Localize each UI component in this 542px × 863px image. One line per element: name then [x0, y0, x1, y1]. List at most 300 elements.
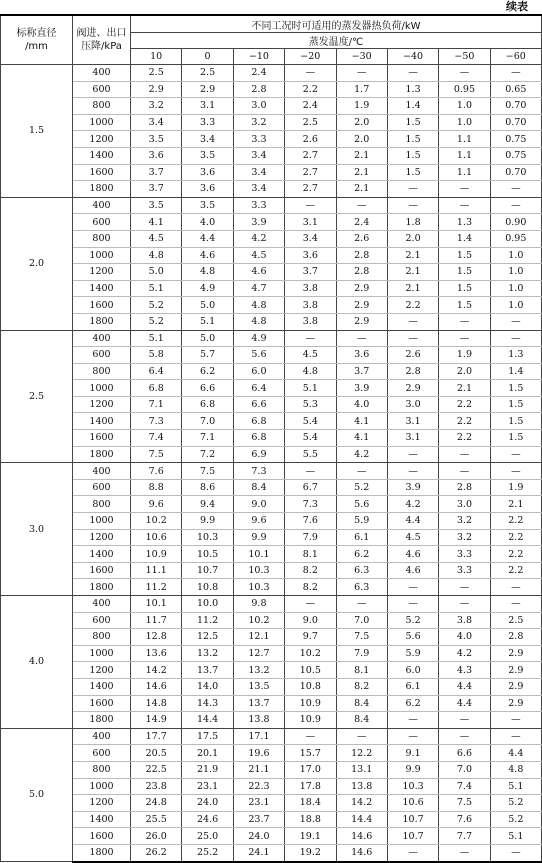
- heat-load-cell: 6.3: [336, 562, 387, 579]
- heat-load-cell: 2.1: [439, 380, 490, 397]
- heat-load-cell: 6.8: [233, 413, 284, 430]
- heat-load-cell: 18.8: [285, 811, 336, 828]
- heat-load-cell: 4.6: [233, 264, 284, 281]
- pressure-cell: 600: [73, 479, 131, 496]
- heat-load-cell: 1.0: [490, 297, 541, 314]
- heat-load-cell: 3.2: [131, 98, 182, 115]
- heat-load-cell: 6.6: [439, 745, 490, 762]
- heat-load-cell: 3.7: [131, 164, 182, 181]
- heat-load-cell: —: [490, 463, 541, 480]
- table-row: [1, 313, 542, 330]
- heat-load-cell: 6.1: [387, 678, 438, 695]
- heat-load-cell: 3.1: [387, 430, 438, 447]
- group-title: 不同工况时可适用的蒸发器热负荷/kW: [131, 15, 542, 33]
- heat-load-cell: 1.1: [439, 131, 490, 148]
- pressure-cell: 1000: [73, 645, 131, 662]
- heat-load-cell: 0.75: [490, 147, 541, 164]
- heat-load-cell: —: [285, 463, 336, 480]
- heat-load-cell: —: [490, 313, 541, 330]
- heat-load-cell: 4.6: [387, 546, 438, 563]
- pressure-cell: 1600: [73, 430, 131, 447]
- heat-load-cell: 10.9: [285, 712, 336, 729]
- heat-load-cell: 3.6: [285, 247, 336, 264]
- heat-load-cell: 2.1: [387, 247, 438, 264]
- heat-load-cell: 2.8: [387, 363, 438, 380]
- table-row: [1, 828, 542, 845]
- heat-load-cell: —: [387, 65, 438, 82]
- heat-load-cell: 4.1: [336, 413, 387, 430]
- heat-load-cell: 5.4: [285, 430, 336, 447]
- heat-load-cell: 2.9: [490, 695, 541, 712]
- heat-load-cell: 22.5: [131, 761, 182, 778]
- heat-load-cell: 3.8: [285, 313, 336, 330]
- pressure-header-text: 阀进、出口 压降/kPa: [76, 28, 127, 52]
- heat-load-cell: 1.3: [387, 81, 438, 98]
- heat-load-cell: 7.6: [131, 463, 182, 480]
- table-row: [1, 645, 542, 662]
- heat-load-cell: 3.5: [182, 147, 233, 164]
- heat-load-cell: 19.2: [285, 844, 336, 861]
- heat-load-cell: 0.70: [490, 164, 541, 181]
- heat-load-cell: 13.6: [131, 645, 182, 662]
- heat-load-cell: 5.1: [285, 380, 336, 397]
- heat-load-cell: 1.4: [387, 98, 438, 115]
- heat-load-cell: 6.6: [182, 380, 233, 397]
- heat-load-cell: 7.4: [131, 430, 182, 447]
- heat-load-cell: 4.5: [233, 247, 284, 264]
- heat-load-cell: 8.2: [336, 678, 387, 695]
- heat-load-cell: —: [439, 65, 490, 82]
- heat-load-cell: 17.5: [182, 728, 233, 745]
- pressure-cell: 1800: [73, 313, 131, 330]
- heat-load-cell: 13.5: [233, 678, 284, 695]
- heat-load-cell: 2.9: [490, 678, 541, 695]
- heat-load-cell: 1.0: [490, 280, 541, 297]
- pressure-cell: 400: [73, 197, 131, 214]
- heat-load-cell: 1.5: [387, 114, 438, 131]
- heat-load-cell: 4.0: [336, 396, 387, 413]
- heat-load-cell: 2.5: [490, 612, 541, 629]
- heat-load-cell: 1.4: [439, 230, 490, 247]
- heat-load-cell: 6.9: [233, 446, 284, 463]
- heat-load-cell: 2.5: [285, 114, 336, 131]
- heat-load-cell: 4.7: [233, 280, 284, 297]
- heat-load-cell: 3.3: [182, 114, 233, 131]
- heat-load-cell: 3.8: [285, 297, 336, 314]
- heat-load-cell: 4.8: [285, 363, 336, 380]
- heat-load-cell: 2.9: [336, 297, 387, 314]
- heat-load-cell: 7.5: [439, 795, 490, 812]
- heat-load-cell: 10.2: [131, 513, 182, 530]
- heat-load-cell: 2.1: [387, 264, 438, 281]
- pressure-cell: 1800: [73, 579, 131, 596]
- heat-load-cell: —: [439, 313, 490, 330]
- heat-load-cell: 23.1: [233, 795, 284, 812]
- heat-load-cell: —: [336, 596, 387, 613]
- heat-load-cell: 12.5: [182, 629, 233, 646]
- heat-load-cell: 6.8: [182, 396, 233, 413]
- heat-load-cell: 3.5: [131, 131, 182, 148]
- heat-load-cell: —: [285, 197, 336, 214]
- pressure-cell: 600: [73, 214, 131, 231]
- heat-load-cell: 7.6: [439, 811, 490, 828]
- table-row: [1, 413, 542, 430]
- heat-load-cell: 9.6: [131, 496, 182, 513]
- heat-load-cell: 8.2: [285, 562, 336, 579]
- heat-load-cell: 4.0: [439, 629, 490, 646]
- heat-load-cell: 3.4: [285, 230, 336, 247]
- heat-load-cell: 3.4: [233, 164, 284, 181]
- heat-load-cell: —: [490, 446, 541, 463]
- heat-load-cell: —: [387, 330, 438, 347]
- table-row: [1, 131, 542, 148]
- heat-load-cell: 3.0: [233, 98, 284, 115]
- heat-load-cell: 11.1: [131, 562, 182, 579]
- heat-load-cell: 3.7: [285, 264, 336, 281]
- heat-load-cell: 4.2: [439, 645, 490, 662]
- pressure-cell: 1200: [73, 795, 131, 812]
- heat-load-cell: 3.2: [233, 114, 284, 131]
- heat-load-cell: 5.9: [336, 513, 387, 530]
- table-row: [1, 629, 542, 646]
- pressure-cell: 800: [73, 761, 131, 778]
- pressure-cell: 1000: [73, 778, 131, 795]
- heat-load-cell: 0.95: [490, 230, 541, 247]
- pressure-cell: 1600: [73, 297, 131, 314]
- heat-load-cell: 8.6: [182, 479, 233, 496]
- heat-load-cell: 6.7: [285, 479, 336, 496]
- table-row: [1, 745, 542, 762]
- heat-load-cell: 2.9: [490, 645, 541, 662]
- heat-load-cell: 2.0: [439, 363, 490, 380]
- pressure-cell: 800: [73, 629, 131, 646]
- heat-load-cell: 5.1: [490, 778, 541, 795]
- table-row: [1, 811, 542, 828]
- heat-load-cell: 9.4: [182, 496, 233, 513]
- heat-load-cell: 14.3: [182, 695, 233, 712]
- heat-load-cell: 6.1: [336, 529, 387, 546]
- heat-load-cell: 2.9: [336, 313, 387, 330]
- heat-load-cell: 0.75: [490, 131, 541, 148]
- heat-load-cell: —: [490, 181, 541, 198]
- table-row: [1, 612, 542, 629]
- heat-load-cell: —: [439, 579, 490, 596]
- heat-load-cell: —: [336, 463, 387, 480]
- heat-load-cell: 1.5: [387, 131, 438, 148]
- heat-load-cell: 8.1: [285, 546, 336, 563]
- heat-load-cell: 4.1: [131, 214, 182, 231]
- heat-load-cell: 4.8: [182, 264, 233, 281]
- pressure-cell: 1600: [73, 164, 131, 181]
- heat-load-cell: 7.7: [439, 828, 490, 845]
- pressure-cell: 600: [73, 347, 131, 364]
- diameter-header-text: 标称直径 /mm: [16, 28, 57, 52]
- heat-load-cell: 5.0: [182, 297, 233, 314]
- pressure-cell: 1200: [73, 662, 131, 679]
- table-row: [1, 164, 542, 181]
- heat-load-cell: 5.1: [490, 828, 541, 845]
- heat-load-cell: —: [387, 596, 438, 613]
- heat-load-cell: 2.1: [336, 147, 387, 164]
- heat-load-cell: 3.4: [233, 181, 284, 198]
- heat-load-cell: 2.9: [336, 280, 387, 297]
- heat-load-cell: 24.0: [233, 828, 284, 845]
- heat-load-cell: —: [439, 728, 490, 745]
- pressure-cell: 1000: [73, 380, 131, 397]
- table-row: [1, 98, 542, 115]
- heat-load-cell: 18.4: [285, 795, 336, 812]
- heat-load-cell: 6.6: [233, 396, 284, 413]
- heat-load-cell: 6.0: [233, 363, 284, 380]
- heat-load-cell: 6.0: [387, 662, 438, 679]
- heat-load-cell: 2.0: [336, 131, 387, 148]
- heat-load-cell: 10.2: [285, 645, 336, 662]
- heat-load-cell: 3.4: [182, 131, 233, 148]
- heat-load-cell: 2.4: [233, 65, 284, 82]
- heat-load-cell: 2.8: [336, 264, 387, 281]
- heat-load-cell: —: [387, 446, 438, 463]
- heat-load-cell: 4.2: [387, 496, 438, 513]
- heat-load-cell: —: [439, 181, 490, 198]
- heat-load-cell: 12.2: [336, 745, 387, 762]
- pressure-cell: 600: [73, 81, 131, 98]
- pressure-cell: 800: [73, 363, 131, 380]
- table-row: [1, 147, 542, 164]
- heat-load-cell: 10.6: [131, 529, 182, 546]
- table-row: [1, 81, 542, 98]
- heat-load-cell: 1.5: [490, 430, 541, 447]
- heat-load-cell: 2.6: [285, 131, 336, 148]
- pressure-cell: 1200: [73, 264, 131, 281]
- table-row: [1, 712, 542, 729]
- table-row: [1, 678, 542, 695]
- heat-load-cell: 5.8: [131, 347, 182, 364]
- heat-load-cell: 21.9: [182, 761, 233, 778]
- heat-load-cell: 5.4: [285, 413, 336, 430]
- heat-load-cell: 1.5: [387, 147, 438, 164]
- heat-load-cell: 3.9: [387, 479, 438, 496]
- heat-load-cell: 2.2: [439, 413, 490, 430]
- pressure-cell: 1600: [73, 695, 131, 712]
- heat-load-cell: 23.7: [233, 811, 284, 828]
- heat-load-cell: —: [439, 463, 490, 480]
- evaporation-temperature-header: 蒸发温度/℃: [131, 33, 542, 49]
- heat-load-cell: 5.0: [131, 264, 182, 281]
- heat-load-cell: —: [490, 579, 541, 596]
- continued-label: 续表: [506, 0, 528, 13]
- heat-load-cell: 17.7: [131, 728, 182, 745]
- heat-load-cell: 12.7: [233, 645, 284, 662]
- table-row: [1, 214, 542, 231]
- heat-load-cell: 3.0: [439, 496, 490, 513]
- heat-load-cell: 10.5: [182, 546, 233, 563]
- heat-load-cell: 2.1: [490, 496, 541, 513]
- heat-load-cell: 20.5: [131, 745, 182, 762]
- heat-load-cell: 4.5: [131, 230, 182, 247]
- heat-load-cell: 4.1: [336, 430, 387, 447]
- heat-load-cell: 10.7: [387, 828, 438, 845]
- heat-load-cell: 1.5: [439, 297, 490, 314]
- heat-load-cell: 2.5: [131, 65, 182, 82]
- heat-load-cell: 13.2: [182, 645, 233, 662]
- heat-load-cell: 5.2: [387, 612, 438, 629]
- heat-load-cell: —: [387, 463, 438, 480]
- heat-load-cell: 5.6: [233, 347, 284, 364]
- heat-load-cell: 2.2: [490, 513, 541, 530]
- heat-load-cell: —: [387, 313, 438, 330]
- table-row: [1, 463, 542, 480]
- heat-load-cell: 26.0: [131, 828, 182, 845]
- pressure-cell: 1400: [73, 811, 131, 828]
- heat-load-cell: 4.4: [439, 695, 490, 712]
- heat-load-cell: 4.4: [182, 230, 233, 247]
- temperature-header-cell: 10: [131, 49, 182, 65]
- heat-load-cell: 10.5: [285, 662, 336, 679]
- table-row: [1, 844, 542, 861]
- heat-load-cell: 14.9: [131, 712, 182, 729]
- heat-load-cell: 5.2: [131, 313, 182, 330]
- heat-load-cell: 7.5: [131, 446, 182, 463]
- heat-load-cell: —: [387, 728, 438, 745]
- pressure-cell: 1400: [73, 678, 131, 695]
- heat-load-cell: 4.8: [490, 761, 541, 778]
- heat-load-cell: 10.0: [182, 596, 233, 613]
- heat-load-cell: 0.65: [490, 81, 541, 98]
- heat-load-cell: 9.9: [182, 513, 233, 530]
- heat-load-cell: 3.4: [131, 114, 182, 131]
- pressure-cell: 1400: [73, 413, 131, 430]
- heat-load-cell: 14.6: [336, 844, 387, 861]
- heat-load-cell: 4.6: [182, 247, 233, 264]
- table-row: [1, 230, 542, 247]
- heat-load-cell: 13.8: [233, 712, 284, 729]
- diameter-header: [1, 15, 73, 65]
- heat-load-cell: 5.1: [131, 280, 182, 297]
- heat-load-cell: —: [336, 197, 387, 214]
- heat-load-cell: 10.1: [233, 546, 284, 563]
- pressure-cell: 1600: [73, 828, 131, 845]
- heat-load-cell: 4.9: [182, 280, 233, 297]
- heat-load-cell: 2.0: [336, 114, 387, 131]
- heat-load-cell: 24.1: [233, 844, 284, 861]
- heat-load-cell: 4.9: [233, 330, 284, 347]
- table-row: [1, 529, 542, 546]
- heat-load-cell: 0.90: [490, 214, 541, 231]
- table-row: [1, 546, 542, 563]
- heat-load-cell: 2.9: [182, 81, 233, 98]
- heat-load-cell: 1.3: [490, 347, 541, 364]
- heat-load-cell: 9.9: [233, 529, 284, 546]
- pressure-cell: 1600: [73, 562, 131, 579]
- heat-load-cell: 2.1: [336, 164, 387, 181]
- heat-load-cell: 4.8: [233, 297, 284, 314]
- pressure-cell: 800: [73, 98, 131, 115]
- temperature-header-cell: −20: [285, 49, 336, 65]
- heat-load-cell: —: [439, 330, 490, 347]
- heat-load-cell: 2.7: [285, 181, 336, 198]
- heat-load-cell: 7.0: [336, 612, 387, 629]
- pressure-cell: 1800: [73, 844, 131, 861]
- heat-load-cell: 4.2: [336, 446, 387, 463]
- heat-load-cell: 7.3: [233, 463, 284, 480]
- heat-load-cell: 24.6: [182, 811, 233, 828]
- heat-load-cell: 2.2: [490, 546, 541, 563]
- heat-load-cell: 13.7: [182, 662, 233, 679]
- heat-load-cell: 5.6: [336, 496, 387, 513]
- heat-load-cell: 4.2: [233, 230, 284, 247]
- heat-load-cell: —: [490, 712, 541, 729]
- heat-load-cell: 8.1: [336, 662, 387, 679]
- heat-load-cell: —: [387, 181, 438, 198]
- heat-load-cell: 3.9: [336, 380, 387, 397]
- heat-load-cell: —: [439, 844, 490, 861]
- table-row: [1, 280, 542, 297]
- heat-load-cell: 10.8: [182, 579, 233, 596]
- heat-load-cell: 12.1: [233, 629, 284, 646]
- heat-load-cell: 2.4: [285, 98, 336, 115]
- heat-load-cell: 5.1: [131, 330, 182, 347]
- heat-load-cell: 3.3: [439, 562, 490, 579]
- heat-load-cell: 2.6: [336, 230, 387, 247]
- heat-load-cell: —: [490, 596, 541, 613]
- heat-load-cell: 15.7: [285, 745, 336, 762]
- heat-load-cell: 7.9: [285, 529, 336, 546]
- heat-load-cell: —: [490, 844, 541, 861]
- heat-load-cell: 10.6: [387, 795, 438, 812]
- heat-load-cell: 1.9: [439, 347, 490, 364]
- table-row: [1, 297, 542, 314]
- heat-load-cell: 6.8: [131, 380, 182, 397]
- heat-load-cell: 14.0: [182, 678, 233, 695]
- heat-load-cell: 2.6: [387, 347, 438, 364]
- table-row: [1, 562, 542, 579]
- heat-load-cell: 5.3: [285, 396, 336, 413]
- pressure-cell: 400: [73, 596, 131, 613]
- heat-load-cell: 19.1: [285, 828, 336, 845]
- heat-load-cell: 17.1: [233, 728, 284, 745]
- heat-load-cell: 19.6: [233, 745, 284, 762]
- heat-load-cell: 11.7: [131, 612, 182, 629]
- heat-load-cell: 1.9: [490, 479, 541, 496]
- table-row: [1, 761, 542, 778]
- heat-load-cell: 1.5: [387, 164, 438, 181]
- heat-load-cell: 7.0: [182, 413, 233, 430]
- heat-load-cell: 6.8: [233, 430, 284, 447]
- heat-load-cell: 2.8: [233, 81, 284, 98]
- table-row: [1, 695, 542, 712]
- heat-load-cell: 1.5: [439, 280, 490, 297]
- heat-load-cell: 14.8: [131, 695, 182, 712]
- heat-load-cell: 3.6: [182, 164, 233, 181]
- heat-load-cell: 12.8: [131, 629, 182, 646]
- diameter-cell: 1.5: [1, 65, 73, 198]
- heat-load-cell: 11.2: [182, 612, 233, 629]
- heat-load-cell: 9.8: [233, 596, 284, 613]
- table-row: [1, 396, 542, 413]
- heat-load-cell: 10.2: [233, 612, 284, 629]
- heat-load-cell: 5.2: [490, 811, 541, 828]
- heat-load-cell: 10.3: [233, 579, 284, 596]
- heat-load-cell: —: [387, 844, 438, 861]
- heat-load-cell: 22.3: [233, 778, 284, 795]
- heat-load-cell: 1.8: [387, 214, 438, 231]
- pressure-cell: 1200: [73, 396, 131, 413]
- heat-load-cell: 4.4: [490, 745, 541, 762]
- table-row: [1, 65, 542, 82]
- heat-load-cell: 3.1: [387, 413, 438, 430]
- heat-load-cell: 9.1: [387, 745, 438, 762]
- diameter-cell: 2.0: [1, 197, 73, 330]
